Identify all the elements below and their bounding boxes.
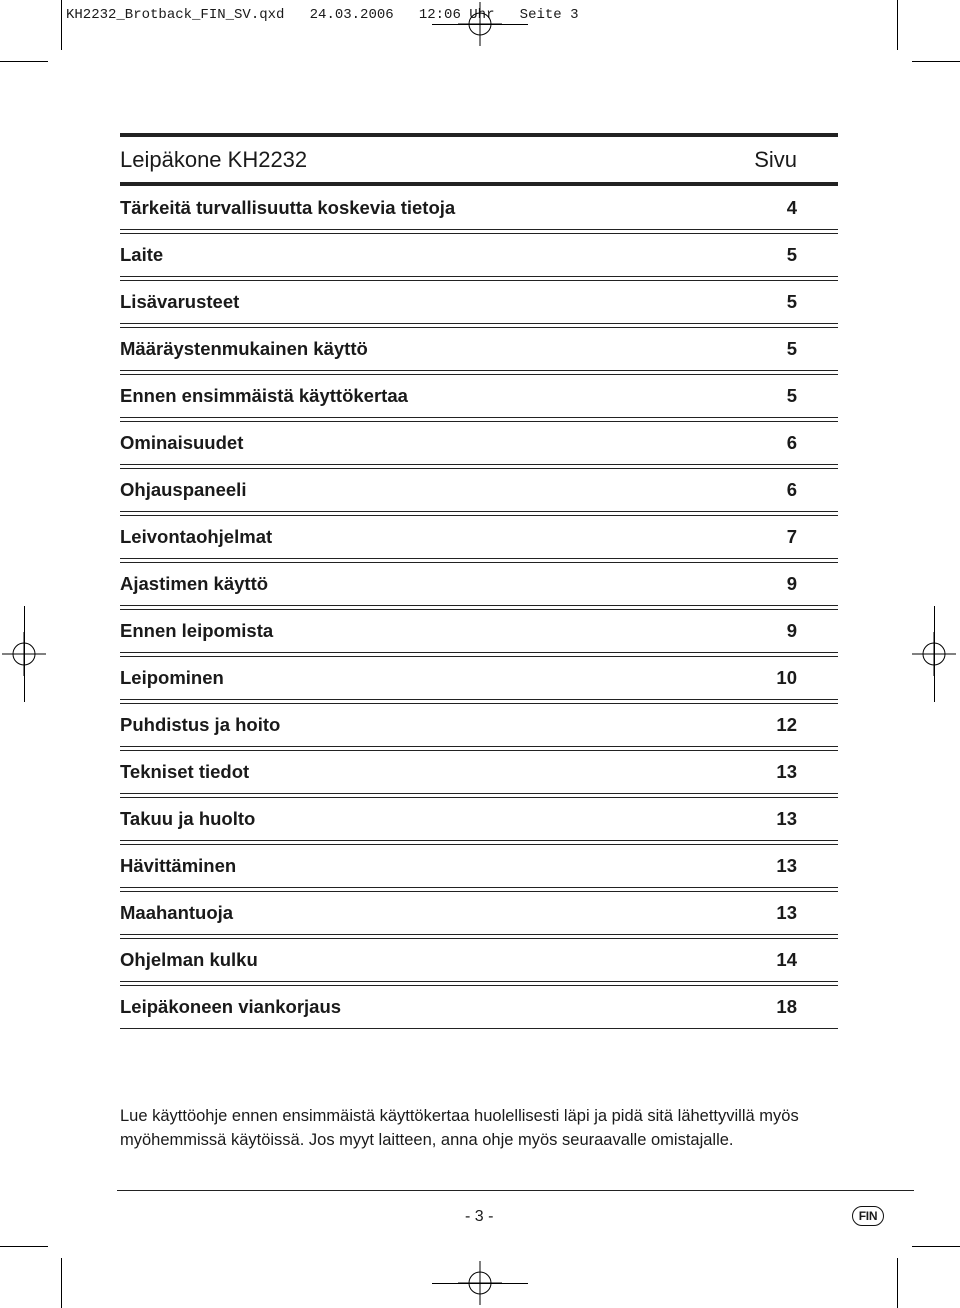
- toc-row: [120, 371, 838, 418]
- toc-item-label: Ohjelman kulku: [120, 948, 258, 970]
- toc-item-page: 13: [776, 854, 797, 876]
- toc-item-page: 13: [776, 760, 797, 782]
- crop-mark: [61, 1258, 62, 1308]
- toc-item-page: 5: [786, 290, 797, 312]
- language-badge: FIN: [852, 1206, 884, 1226]
- toc-row: [120, 747, 838, 794]
- toc-row: [120, 230, 838, 277]
- toc-item-label: Leivontaohjelmat: [120, 525, 273, 547]
- toc-row: [120, 888, 838, 935]
- crop-mark: [912, 1246, 960, 1247]
- toc-row: [120, 324, 838, 371]
- crop-mark: [0, 61, 48, 62]
- crop-mark: [897, 1258, 898, 1308]
- toc-item-label: Leipäkoneen viankorjaus: [120, 995, 342, 1017]
- toc-item-label: Ominaisuudet: [120, 431, 244, 453]
- crop-mark: [897, 0, 898, 50]
- toc-item-page: 4: [786, 196, 797, 218]
- print-slug: KH2232_Brotback_FIN_SV.qxd 24.03.2006 12:06 Uhr Seite 3: [66, 7, 579, 23]
- toc-item-page: 13: [776, 807, 797, 829]
- table-of-contents: [120, 133, 838, 1029]
- registration-mark-icon: [458, 1261, 502, 1305]
- registration-mark-icon: [2, 632, 46, 676]
- registration-mark-icon: [912, 632, 956, 676]
- toc-item-label: Lisävarusteet: [120, 290, 240, 312]
- toc-row: [120, 700, 838, 747]
- toc-item-page: 10: [776, 666, 797, 688]
- toc-row: [120, 653, 838, 700]
- toc-item-label: Ennen ensimmäistä käyttökertaa: [120, 384, 408, 406]
- toc-header: [120, 137, 838, 182]
- toc-row: [120, 418, 838, 465]
- toc-item-label: Maahantuoja: [120, 901, 234, 923]
- toc-row: [120, 277, 838, 324]
- toc-item-label: Takuu ja huolto: [120, 807, 256, 829]
- toc-row: [120, 606, 838, 653]
- toc-row: [120, 559, 838, 606]
- toc-item-label: Ajastimen käyttö: [120, 572, 269, 594]
- crop-mark: [912, 61, 960, 62]
- toc-item-page: 12: [776, 713, 797, 735]
- usage-note: Lue käyttöohje ennen ensimmäistä käyttökertaa huolellisesti läpi ja pidä sitä lähettyvillä myös myöhemmissä käytöissä. Jos myyt laitteen, anna ohje myös seuraavalle omistajalle.: [120, 1107, 799, 1149]
- toc-item-label: Ohjauspaneeli: [120, 478, 247, 500]
- toc-item-label: Määräystenmukainen käyttö: [120, 337, 368, 359]
- toc-item-label: Hävittäminen: [120, 854, 237, 876]
- toc-item-page: 5: [786, 384, 797, 406]
- toc-row: [120, 982, 838, 1029]
- toc-item-page: 14: [776, 948, 797, 970]
- toc-row: [120, 512, 838, 559]
- page-number: - 3 -: [465, 1208, 494, 1225]
- toc-page-header: Sivu: [754, 146, 797, 172]
- crop-mark: [0, 1246, 48, 1247]
- toc-row: [120, 794, 838, 841]
- toc-item-label: Puhdistus ja hoito: [120, 713, 281, 735]
- toc-row: [120, 841, 838, 888]
- toc-item-label: Ennen leipomista: [120, 619, 274, 641]
- toc-item-page: 5: [786, 337, 797, 359]
- toc-item-page: 9: [786, 619, 797, 641]
- footer-rule: [117, 1190, 914, 1191]
- toc-item-page: 6: [786, 431, 797, 453]
- toc-item-label: Leipominen: [120, 666, 224, 688]
- toc-item-page: 9: [786, 572, 797, 594]
- toc-row: [120, 186, 838, 230]
- toc-row: [120, 935, 838, 982]
- toc-title: Leipäkone KH2232: [120, 146, 308, 172]
- toc-row: [120, 465, 838, 512]
- toc-item-label: Tärkeitä turvallisuutta koskevia tietoja: [120, 196, 456, 218]
- toc-item-page: 6: [786, 478, 797, 500]
- toc-item-page: 13: [776, 901, 797, 923]
- registration-mark-icon: [458, 2, 502, 46]
- toc-item-page: 18: [776, 995, 797, 1017]
- toc-item-page: 5: [786, 243, 797, 265]
- toc-item-label: Laite: [120, 243, 164, 265]
- crop-mark: [61, 0, 62, 50]
- toc-item-label: Tekniset tiedot: [120, 760, 250, 782]
- toc-item-page: 7: [786, 525, 797, 547]
